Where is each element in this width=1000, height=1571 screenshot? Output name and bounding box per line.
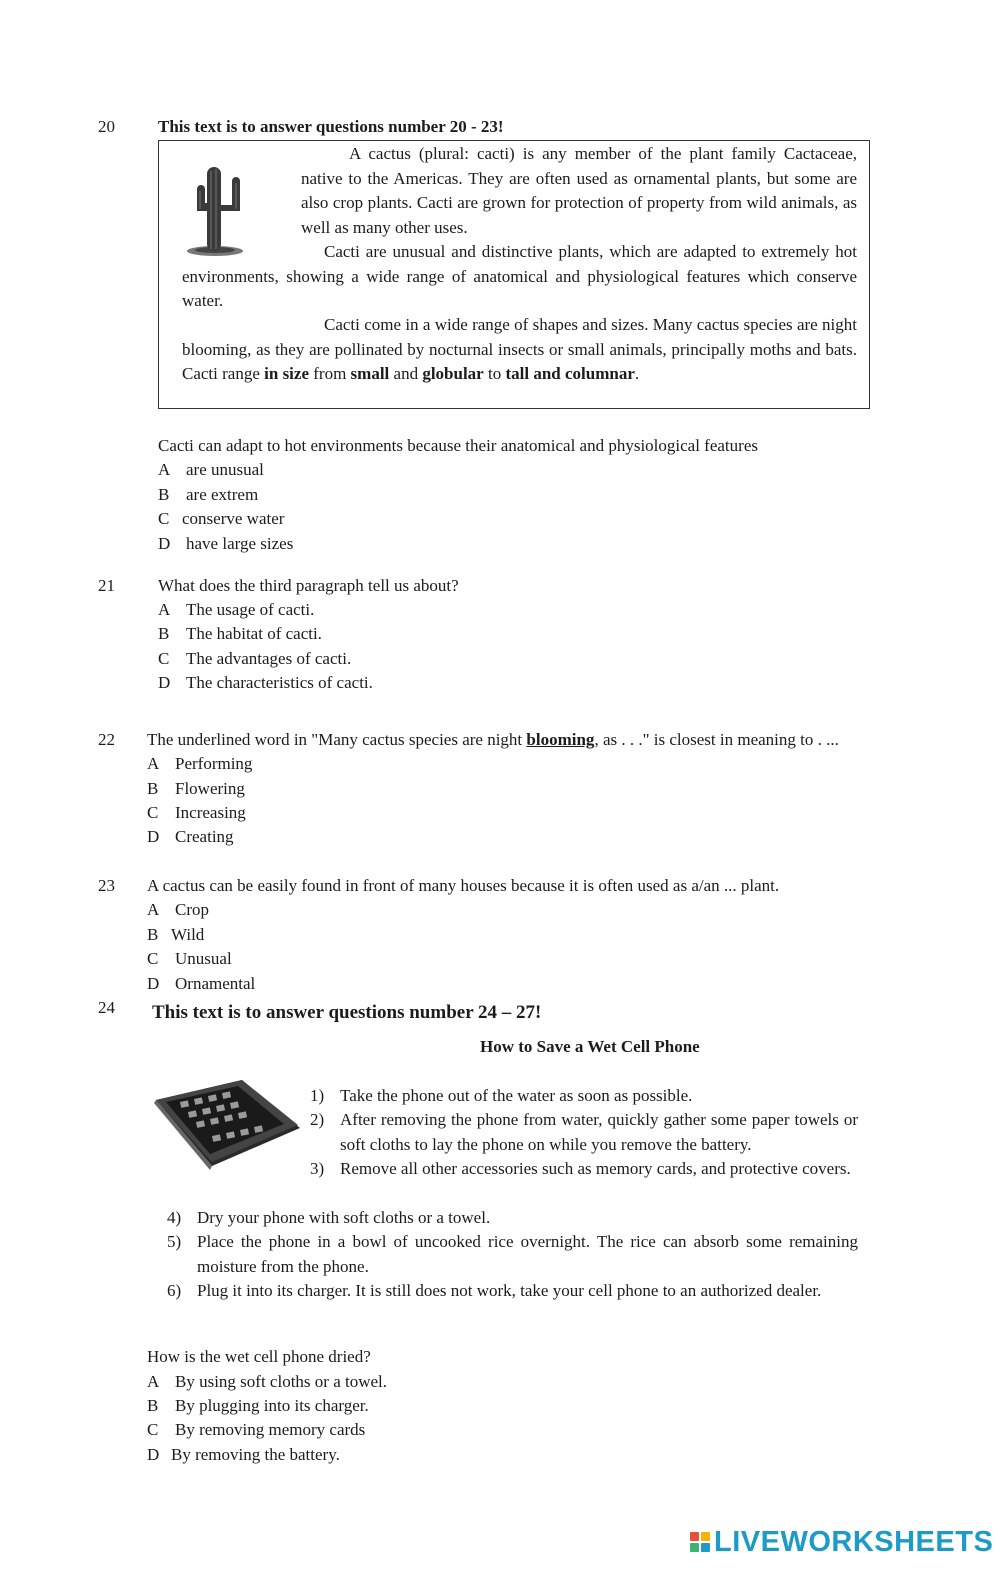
reading-passage-cactus	[158, 140, 870, 409]
option-22-b[interactable]: B Flowering	[147, 779, 245, 798]
option-21-d[interactable]: D The characteristics of cacti.	[158, 673, 373, 692]
instruction-step-4: 4) Dry your phone with soft cloths or a towel.	[167, 1208, 491, 1227]
option-24-b[interactable]: B By plugging into its charger.	[147, 1396, 369, 1415]
option-23-c[interactable]: C Unusual	[147, 949, 232, 968]
question-stem-24: How is the wet cell phone dried?	[147, 1347, 371, 1366]
instruction-step-6: 6) Plug it into its charger. It is still does not work, take your cell phone to an authorized dealer.	[167, 1281, 822, 1300]
option-23-d[interactable]: D Ornamental	[147, 974, 256, 993]
passage-title-wet-phone: How to Save a Wet Cell Phone	[480, 1037, 700, 1056]
option-24-d[interactable]: D By removing the battery.	[147, 1445, 340, 1464]
question-number-24: 24	[98, 998, 115, 1017]
instruction-step-2: 2) After removing the phone from water, quickly gather some paper towels or soft cloths to lay the phone on while you remove the battery.	[310, 1110, 858, 1154]
cell-phone-illustration	[150, 1078, 302, 1170]
passage-intro-24-27: This text is to answer questions number 24 – 27!	[152, 1002, 542, 1023]
question-stem-22: The underlined word in "Many cactus species are night blooming, as . . ." is closest in meaning to . ...	[147, 730, 839, 749]
instruction-step-3: 3) Remove all other accessories such as memory cards, and protective covers.	[310, 1159, 851, 1178]
instruction-step-5: 5) Place the phone in a bowl of uncooked rice overnight. The rice can absorb some remaining moisture from the phone.	[167, 1232, 858, 1276]
option-21-a[interactable]: A The usage of cacti.	[158, 600, 315, 619]
instruction-step-1: 1) Take the phone out of the water as soon as possible.	[310, 1086, 693, 1105]
option-20-a[interactable]: A are unusual	[158, 460, 264, 479]
question-number-20: 20	[98, 117, 115, 136]
option-24-a[interactable]: A By using soft cloths or a towel.	[147, 1372, 388, 1391]
underlined-word: blooming	[526, 730, 595, 749]
question-number-21: 21	[98, 576, 115, 595]
option-24-c[interactable]: C By removing memory cards	[147, 1420, 366, 1439]
question-number-22: 22	[98, 730, 115, 749]
question-stem-21: What does the third paragraph tell us about?	[158, 576, 459, 595]
question-stem-23: A cactus can be easily found in front of many houses because it is often used as a/an ... plant.	[147, 876, 780, 895]
passage-intro-20-23: This text is to answer questions number 20 - 23!	[158, 117, 504, 136]
brand-name: LIVEWORKSHEETS	[714, 1525, 994, 1558]
option-23-a[interactable]: A Crop	[147, 900, 209, 919]
option-20-b[interactable]: B are extrem	[158, 485, 259, 504]
option-21-b[interactable]: B The habitat of cacti.	[158, 624, 322, 643]
option-20-d[interactable]: D have large sizes	[158, 534, 294, 553]
option-22-d[interactable]: D Creating	[147, 827, 234, 846]
option-22-a[interactable]: A Performing	[147, 754, 253, 773]
passage-paragraph-1: A cactus (plural: cacti) is any member of the plant family Cactaceae, native to the Americas. They are often used as ornamental plants, but some are also crop plants. Cacti are grown for protection of property from wild animals, as well as many other uses.	[301, 144, 857, 237]
option-22-c[interactable]: C Increasing	[147, 803, 246, 822]
passage-paragraph-2: Cacti are unusual and distinctive plants, which are adapted to extremely hot environments, showing a wide range of anatomical and physiological features which conserve water.	[182, 242, 857, 310]
passage-paragraph-3: Cacti come in a wide range of shapes and sizes. Many cactus species are night blooming, as they are pollinated by nocturnal insects or small animals, principally moths and bats. Cacti range in size from small and globular to tall and columnar.	[182, 315, 857, 383]
option-21-c[interactable]: C The advantages of cacti.	[158, 649, 352, 668]
option-23-b[interactable]: B Wild	[147, 925, 205, 944]
option-20-c[interactable]: C conserve water	[158, 509, 285, 528]
liveworksheets-logo	[690, 1526, 993, 1558]
logo-tiles-icon	[690, 1532, 710, 1552]
question-stem-20: Cacti can adapt to hot environments because their anatomical and physiological features	[158, 436, 758, 455]
question-number-23: 23	[98, 876, 115, 895]
